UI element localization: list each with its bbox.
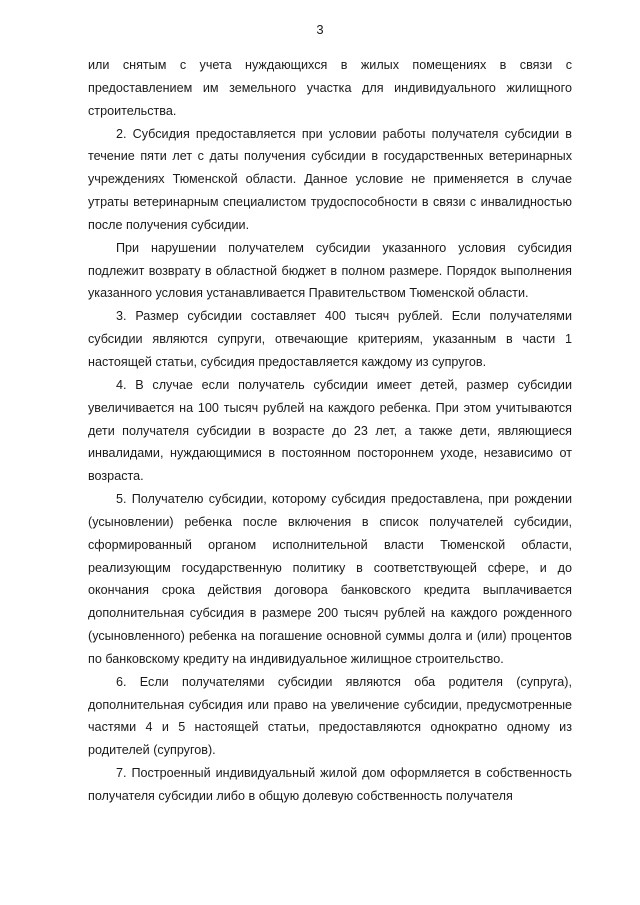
paragraph-3: 3. Размер субсидии составляет 400 тысяч рублей. Если получателями субсидии являются супруги, отвечающие критериям, указанным в части 1 настоящей статьи, субсидия предоставляется каждому из супругов. <box>88 309 572 369</box>
paragraph-4: 4. В случае если получатель субсидии имеет детей, размер субсидии увеличивается на 100 тысяч рублей на каждого ребенка. При этом учитываются дети получателя субсидии в возрасте до 23 лет, а также дети, являющиеся инвалидами, нуждающимися в постоянном постороннем уходе, независимо от возраста. <box>88 377 572 484</box>
paragraph-6: 6. Если получателями субсидии являются оба родителя (супруга), дополнительная субсидия или право на увеличение субсидии, предусмотренные частями 4 и 5 настоящей статьи, предоставляются однократно одному из родителей (супругов). <box>88 674 572 758</box>
page-number: 3 <box>316 22 324 37</box>
paragraph-2-violation: При нарушении получателем субсидии указанного условия субсидия подлежит возврату в областной бюджет в полном размере. Порядок выполнения указанного условия устанавливается Правительством Тюменской области. <box>88 240 572 301</box>
paragraph-7: 7. Построенный индивидуальный жилой дом оформляется в собственность получателя субсидии либо в общую долевую собственность получателя <box>88 766 572 803</box>
paragraph-5: 5. Получателю субсидии, которому субсидия предоставлена, при рождении (усыновлении) ребенка после включения в список получателей субсидии, сформированный органом исполнительной власти Тюменской области, реализующим государственную политику в соответствующей сфере, и до окончания срока действия договора банковского кредита выплачивается дополнительная субсидия в размере 200 тысяч рублей на каждого рожденного (усыновленного) ребенка на погашение основной суммы долга и (или) процентов по банковскому кредиту на индивидуальное жилищное строительство. <box>88 492 572 666</box>
document-body <box>88 54 572 808</box>
paragraph-continuation: или снятым с учета нуждающихся в жилых помещениях в связи с предоставлением им земельного участка для индивидуального жилищного строительства. <box>88 58 572 118</box>
paragraph-2: 2. Субсидия предоставляется при условии работы получателя субсидии в течение пяти лет с даты получения субсидии в государственных ветеринарных учреждениях Тюменской области. Данное условие не применяется в случае утраты ветеринарным специалистом трудоспособности в связи с инвалидностью после получения субсидии. <box>88 126 572 232</box>
